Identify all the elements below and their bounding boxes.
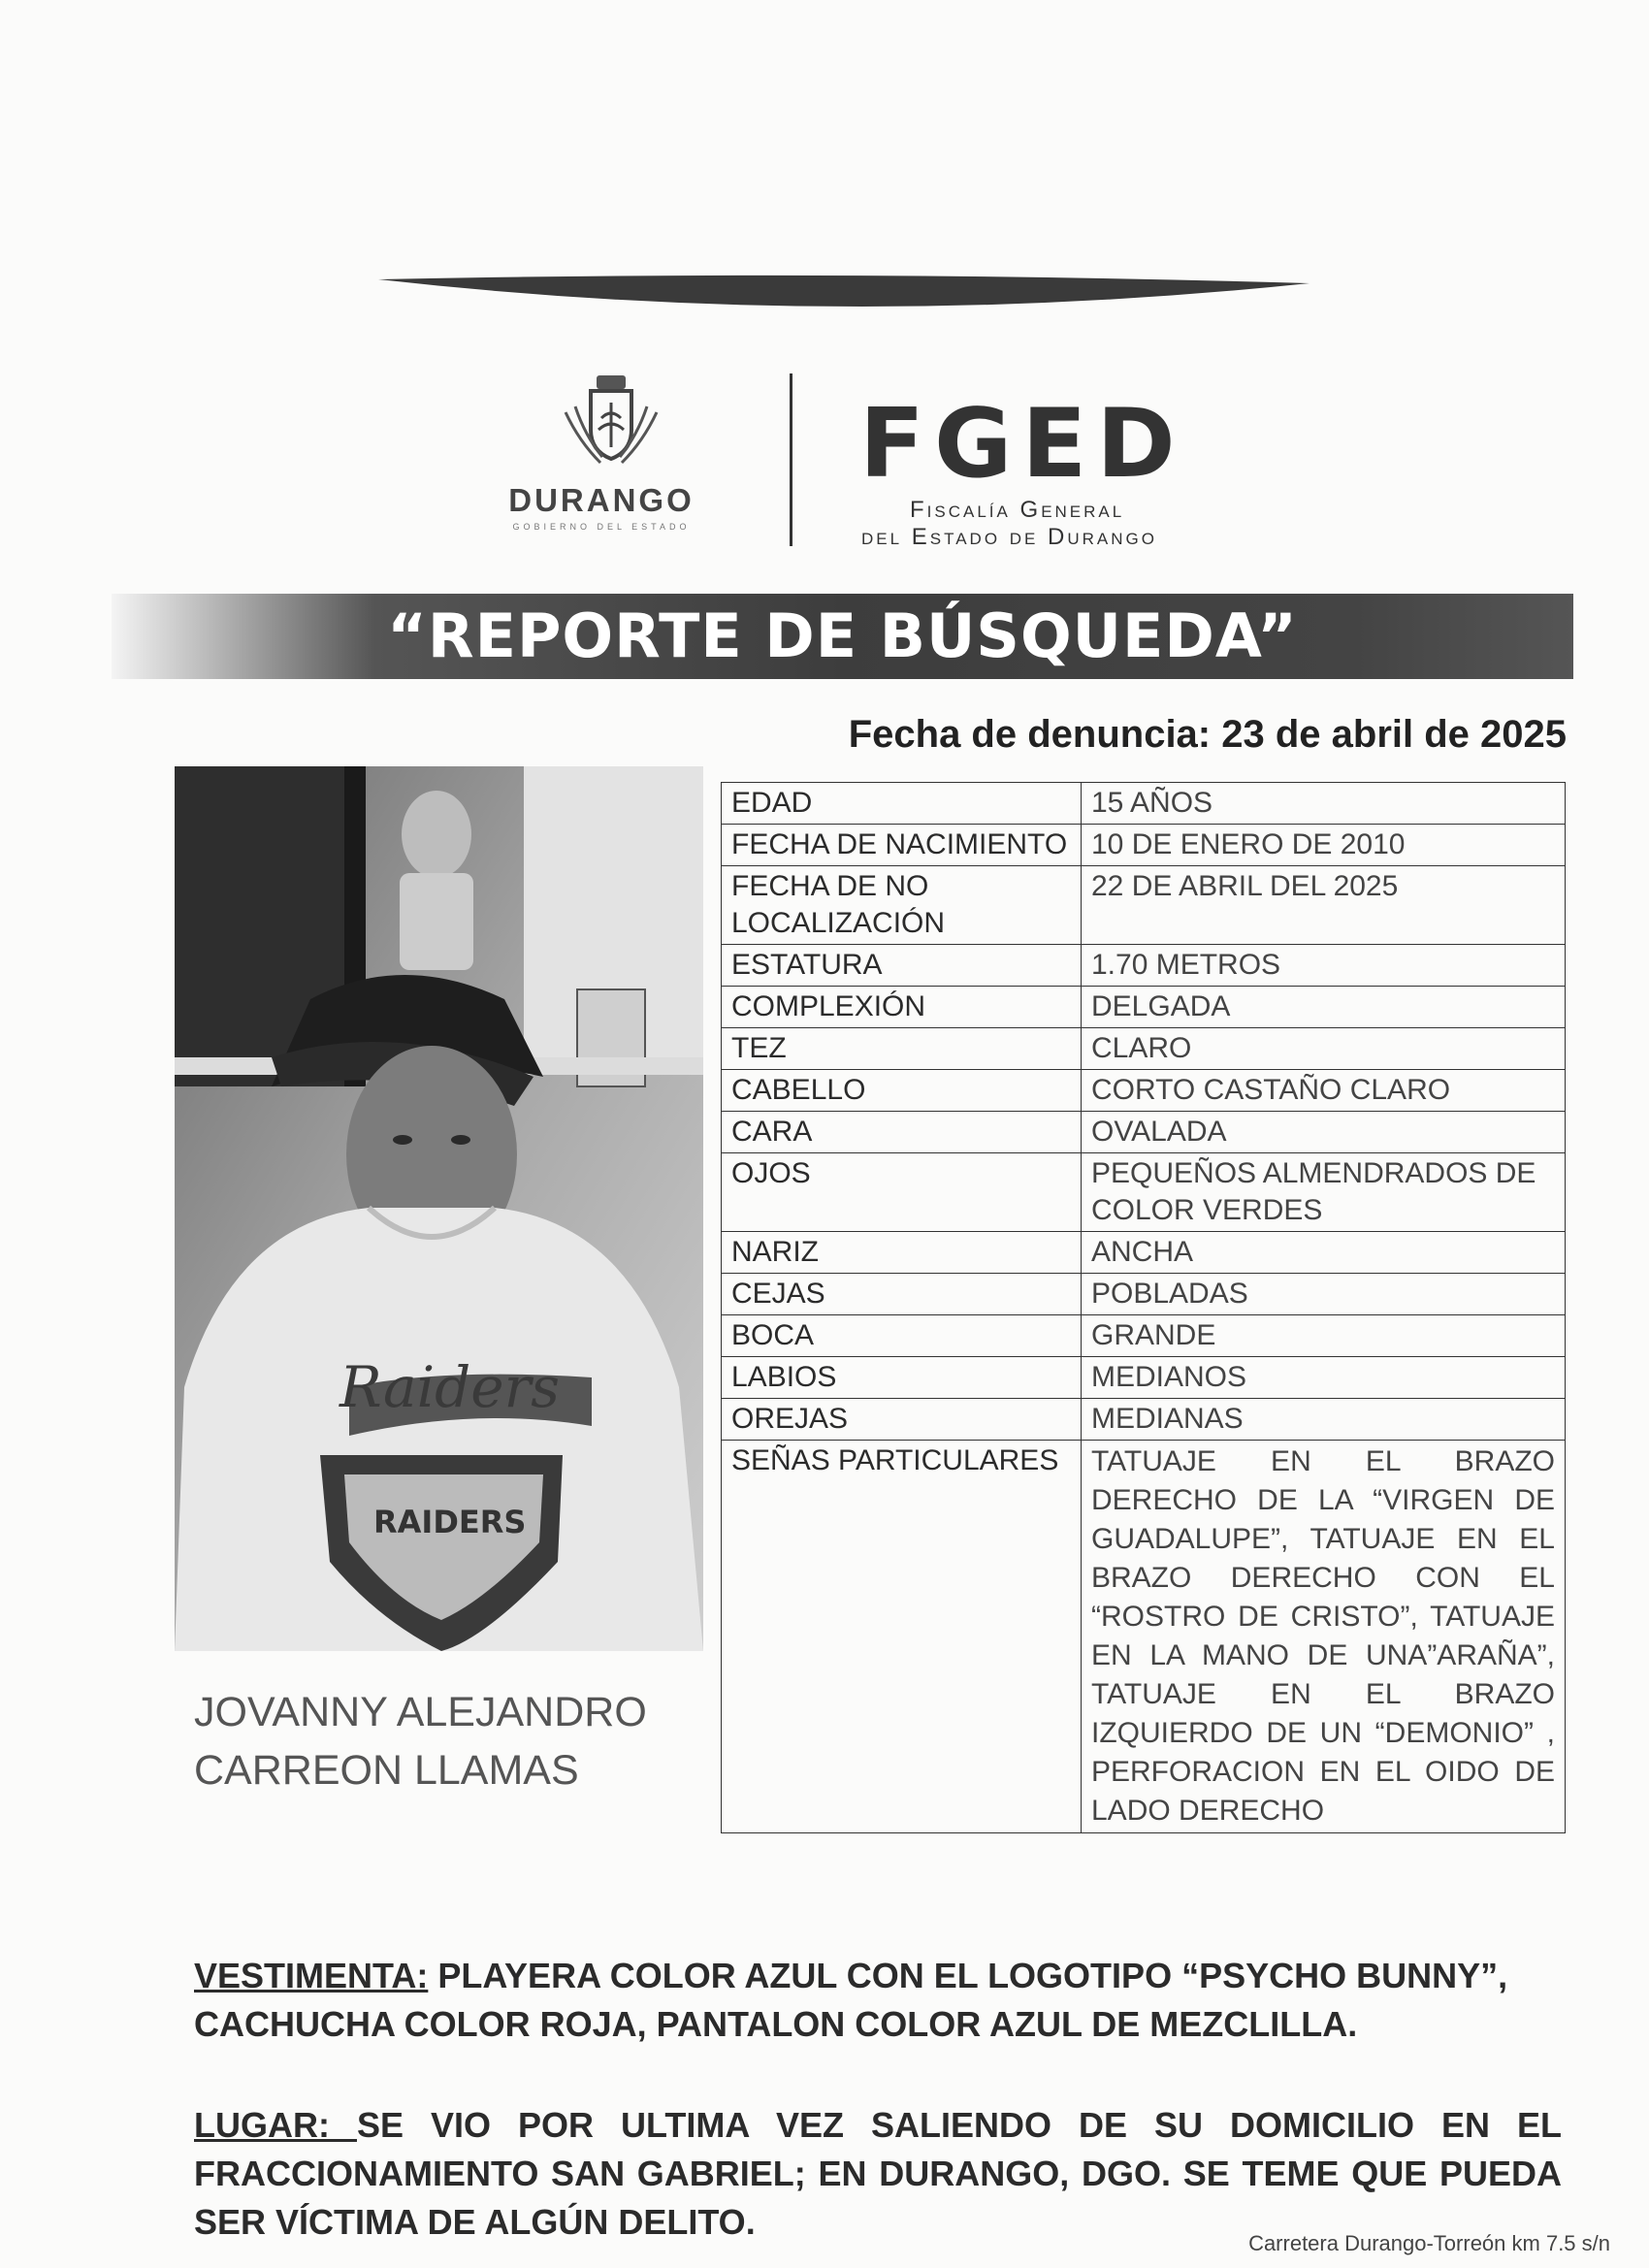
table-row xyxy=(722,1441,1566,1833)
table-row xyxy=(722,825,1566,866)
table-row xyxy=(722,1274,1566,1315)
table-row xyxy=(722,987,1566,1028)
title-banner xyxy=(112,594,1573,679)
row-label: EDAD xyxy=(722,783,1082,825)
durango-coat-of-arms-icon xyxy=(558,373,664,480)
table-row xyxy=(722,1399,1566,1441)
table-row xyxy=(722,866,1566,945)
row-label: NARIZ xyxy=(722,1232,1082,1274)
durango-government-logo xyxy=(466,373,737,548)
row-value: TATUAJE EN EL BRAZO DERECHO DE LA “VIRGEN DE GUADALUPE”, TATUAJE EN EL BRAZO DERECHO CON EL “ROSTRO DE CRISTO”, TATUAJE EN LA MANO DE UNA”ARAÑA”, TATUAJE EN EL BRAZO IZQUIERDO DE UN “DEMONIO” , PERFORACION EN EL OIDO DE LADO DERECHO xyxy=(1082,1441,1566,1833)
row-value: 15 AÑOS xyxy=(1082,783,1566,825)
row-value: OVALADA xyxy=(1082,1112,1566,1153)
table-row xyxy=(722,1070,1566,1112)
logo-divider xyxy=(790,373,792,546)
row-label: SEÑAS PARTICULARES xyxy=(722,1441,1082,1833)
name-line-1: JOVANNY ALEJANDRO xyxy=(194,1689,647,1735)
row-label: CARA xyxy=(722,1112,1082,1153)
footer-address: Carretera Durango-Torreón km 7.5 s/n xyxy=(1248,2231,1610,2255)
row-label: FECHA DE NO LOCALIZACIÓN xyxy=(722,866,1082,945)
row-value: ANCHA xyxy=(1082,1232,1566,1274)
place-text: SE VIO POR ULTIMA VEZ SALIENDO DE SU DOMICILIO EN EL FRACCIONAMIENTO SAN GABRIEL; EN DURANGO, DGO. SE TEME QUE PUEDA SER VÍCTIMA DE ALGÚN DELITO. xyxy=(194,2105,1562,2242)
fged-acronym: FGED xyxy=(859,389,1185,500)
row-label: OREJAS xyxy=(722,1399,1082,1441)
table-row xyxy=(722,1153,1566,1232)
description-table xyxy=(721,782,1566,1833)
row-label: FECHA DE NACIMIENTO xyxy=(722,825,1082,866)
table-row xyxy=(722,1315,1566,1357)
place-section xyxy=(194,2101,1562,2247)
page-title: “REPORTE DE BÚSQUEDA” xyxy=(387,600,1298,671)
row-value: CORTO CASTAÑO CLARO xyxy=(1082,1070,1566,1112)
row-label: COMPLEXIÓN xyxy=(722,987,1082,1028)
missing-person-name xyxy=(194,1683,737,1799)
fged-name-line-1: Fiscalía General xyxy=(910,497,1125,523)
table-row xyxy=(722,1232,1566,1274)
row-label: BOCA xyxy=(722,1315,1082,1357)
table-row xyxy=(722,1357,1566,1399)
row-label: CABELLO xyxy=(722,1070,1082,1112)
durango-logo-subtitle: GOBIERNO DEL ESTADO xyxy=(512,522,691,532)
row-label: ESTATURA xyxy=(722,945,1082,987)
complaint-date: Fecha de denuncia: 23 de abril de 2025 xyxy=(848,713,1567,756)
row-value: 22 DE ABRIL DEL 2025 xyxy=(1082,866,1566,945)
missing-person-photo xyxy=(175,766,703,1651)
row-label: TEZ xyxy=(722,1028,1082,1070)
row-label: CEJAS xyxy=(722,1274,1082,1315)
row-value: 10 DE ENERO DE 2010 xyxy=(1082,825,1566,866)
clothing-label: VESTIMENTA: xyxy=(194,1956,429,1995)
photo-shirt-script-text: Raiders xyxy=(340,1354,561,1420)
fged-logo xyxy=(859,389,1228,551)
clothing-section xyxy=(194,1952,1562,2049)
row-value: CLARO xyxy=(1082,1028,1566,1070)
row-value: MEDIANAS xyxy=(1082,1399,1566,1441)
row-value: GRANDE xyxy=(1082,1315,1566,1357)
clothing-text: PLAYERA COLOR AZUL CON EL LOGOTIPO “PSYCHO BUNNY”, CACHUCHA COLOR ROJA, PANTALON COLOR AZUL DE MEZCLILLA. xyxy=(194,1956,1508,2044)
table-row xyxy=(722,783,1566,825)
row-value: 1.70 METROS xyxy=(1082,945,1566,987)
table-row xyxy=(722,1112,1566,1153)
row-label: OJOS xyxy=(722,1153,1082,1232)
header-arc-decoration xyxy=(378,274,1310,320)
table-row xyxy=(722,945,1566,987)
row-label: LABIOS xyxy=(722,1357,1082,1399)
row-value: POBLADAS xyxy=(1082,1274,1566,1315)
row-value: PEQUEÑOS ALMENDRADOS DE COLOR VERDES xyxy=(1082,1153,1566,1232)
row-value: MEDIANOS xyxy=(1082,1357,1566,1399)
name-line-2: CARREON LLAMAS xyxy=(194,1747,579,1794)
durango-logo-name: DURANGO xyxy=(508,482,695,518)
row-value: DELGADA xyxy=(1082,987,1566,1028)
place-label: LUGAR: xyxy=(194,2105,357,2145)
fged-name-line-2: del Estado de Durango xyxy=(861,524,1157,550)
photo-shirt-shield-text: RAIDERS xyxy=(373,1504,527,1540)
table-row xyxy=(722,1028,1566,1070)
